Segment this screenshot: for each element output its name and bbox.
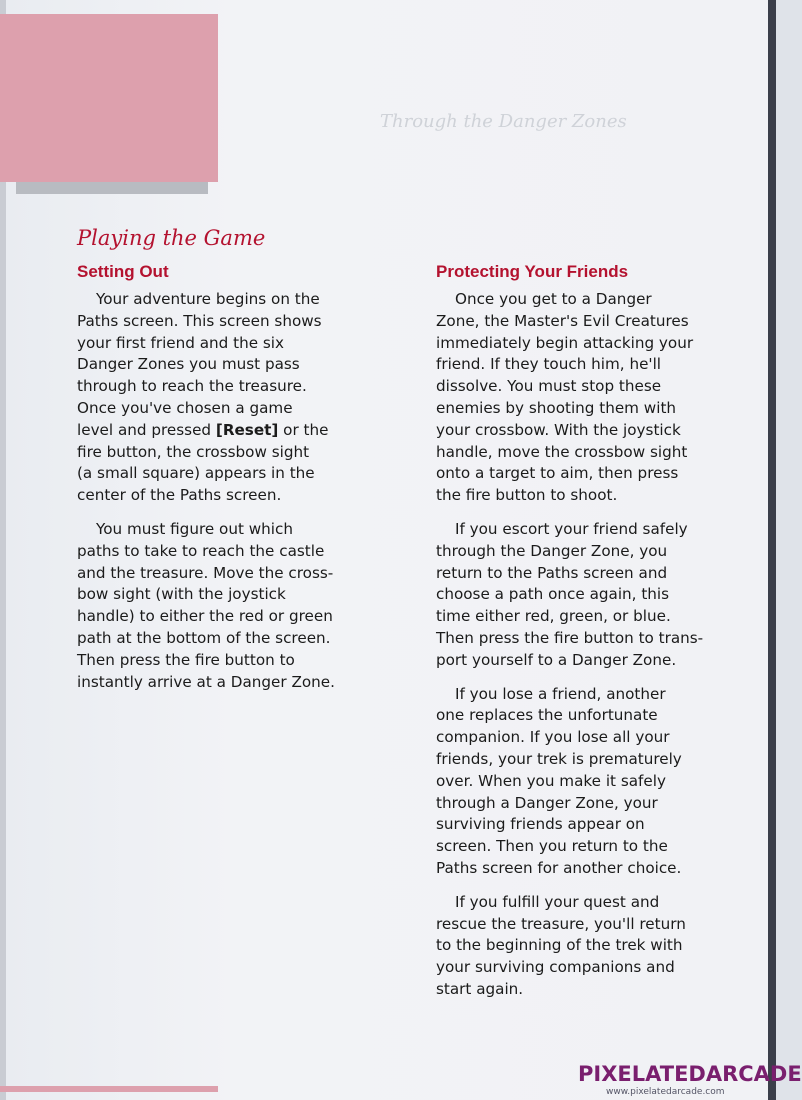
text-line: dissolve. You must stop these: [436, 377, 662, 396]
pink-corner-block: [0, 14, 218, 182]
text-line: Danger Zones you must pass: [77, 355, 300, 374]
text-line: through to reach the treasure.: [77, 377, 307, 396]
text-line: paths to take to reach the castle: [77, 541, 325, 560]
text-line: through the Danger Zone, you: [436, 541, 668, 560]
text-line: You must figure out which: [96, 519, 293, 538]
text-line: bow sight (with the joystick: [77, 585, 286, 604]
text-line: choose a path once again, this: [436, 585, 670, 604]
text-line: onto a target to aim, then press: [436, 464, 679, 483]
text-line: handle, move the crossbow sight: [436, 442, 688, 461]
text-line: or the: [278, 420, 329, 439]
text-line: Once you've chosen a game: [77, 398, 293, 417]
text-line: Paths screen for another choice.: [436, 858, 682, 877]
text-line: (a small square) appears in the: [77, 464, 315, 483]
paragraph: [436, 289, 736, 507]
text-line: If you escort your friend safely: [455, 519, 688, 538]
text-line: return to the Paths screen and: [436, 563, 668, 582]
text-line: friend. If they touch him, he'll: [436, 355, 662, 374]
text-line: your crossbow. With the joystick: [436, 420, 681, 439]
text-line: surviving friends appear on: [436, 815, 645, 834]
text-line: enemies by shooting them with: [436, 398, 677, 417]
section-title: Playing the Game: [77, 226, 266, 250]
text-line: over. When you make it safely: [436, 771, 666, 790]
text-line: to the beginning of the trek with: [436, 936, 683, 955]
text-line: and the treasure. Move the cross-: [77, 563, 334, 582]
text-line: fire button, the crossbow sight: [77, 442, 310, 461]
text-line: handle) to either the red or green: [77, 607, 333, 626]
gray-shadow-bar: [16, 182, 208, 194]
watermark-url: www.pixelatedarcade.com: [606, 1087, 725, 1097]
text-line: through a Danger Zone, your: [436, 793, 658, 812]
text-line: the fire button to shoot.: [436, 486, 618, 505]
protecting-friends-heading: Protecting Your Friends: [436, 262, 629, 281]
text-line: instantly arrive at a Danger Zone.: [77, 672, 335, 691]
text-line: rescue the treasure, you'll return: [436, 914, 686, 933]
right-column: [436, 289, 736, 1013]
text-line: Once you get to a Danger: [455, 290, 652, 308]
text-line: If you fulfill your quest and: [455, 892, 660, 911]
text-line: path at the bottom of the screen.: [77, 628, 331, 647]
paragraph: [436, 892, 736, 1001]
text-line: Paths screen. This screen shows: [77, 311, 322, 330]
text-line: friends, your trek is prematurely: [436, 749, 682, 768]
text-line: your surviving companions and: [436, 958, 675, 977]
watermark-brand: PIXELATEDARCADE: [578, 1062, 802, 1086]
text-line: Then press the fire button to trans-: [436, 628, 704, 647]
text-line: If you lose a friend, another: [455, 684, 666, 703]
reset-key-label: [Reset]: [215, 420, 279, 439]
text-line: immediately begin attacking your: [436, 333, 694, 352]
text-line: level and pressed: [77, 420, 216, 439]
paragraph: [436, 684, 736, 880]
text-line: Your adventure begins on the: [96, 290, 320, 308]
paragraph: [77, 519, 377, 693]
left-column: [77, 289, 377, 705]
text-line: port yourself to a Danger Zone.: [436, 650, 677, 669]
text-line: Zone, the Master's Evil Creatures: [436, 311, 689, 330]
text-line: Then press the fire button to: [77, 650, 295, 669]
text-line: time either red, green, or blue.: [436, 607, 671, 626]
paragraph: [77, 289, 377, 507]
setting-out-heading: Setting Out: [77, 262, 169, 281]
text-line: one replaces the unfortunate: [436, 706, 658, 725]
show-through-heading: Through the Danger Zones: [380, 111, 627, 132]
text-line: your first friend and the six: [77, 333, 285, 352]
text-line: screen. Then you return to the: [436, 837, 668, 856]
text-line: start again.: [436, 979, 524, 998]
page-right-edge: [768, 0, 776, 1100]
paragraph: [436, 519, 736, 672]
pink-bottom-strip: [0, 1086, 218, 1092]
text-line: center of the Paths screen.: [77, 486, 282, 505]
text-line: companion. If you lose all your: [436, 728, 670, 747]
